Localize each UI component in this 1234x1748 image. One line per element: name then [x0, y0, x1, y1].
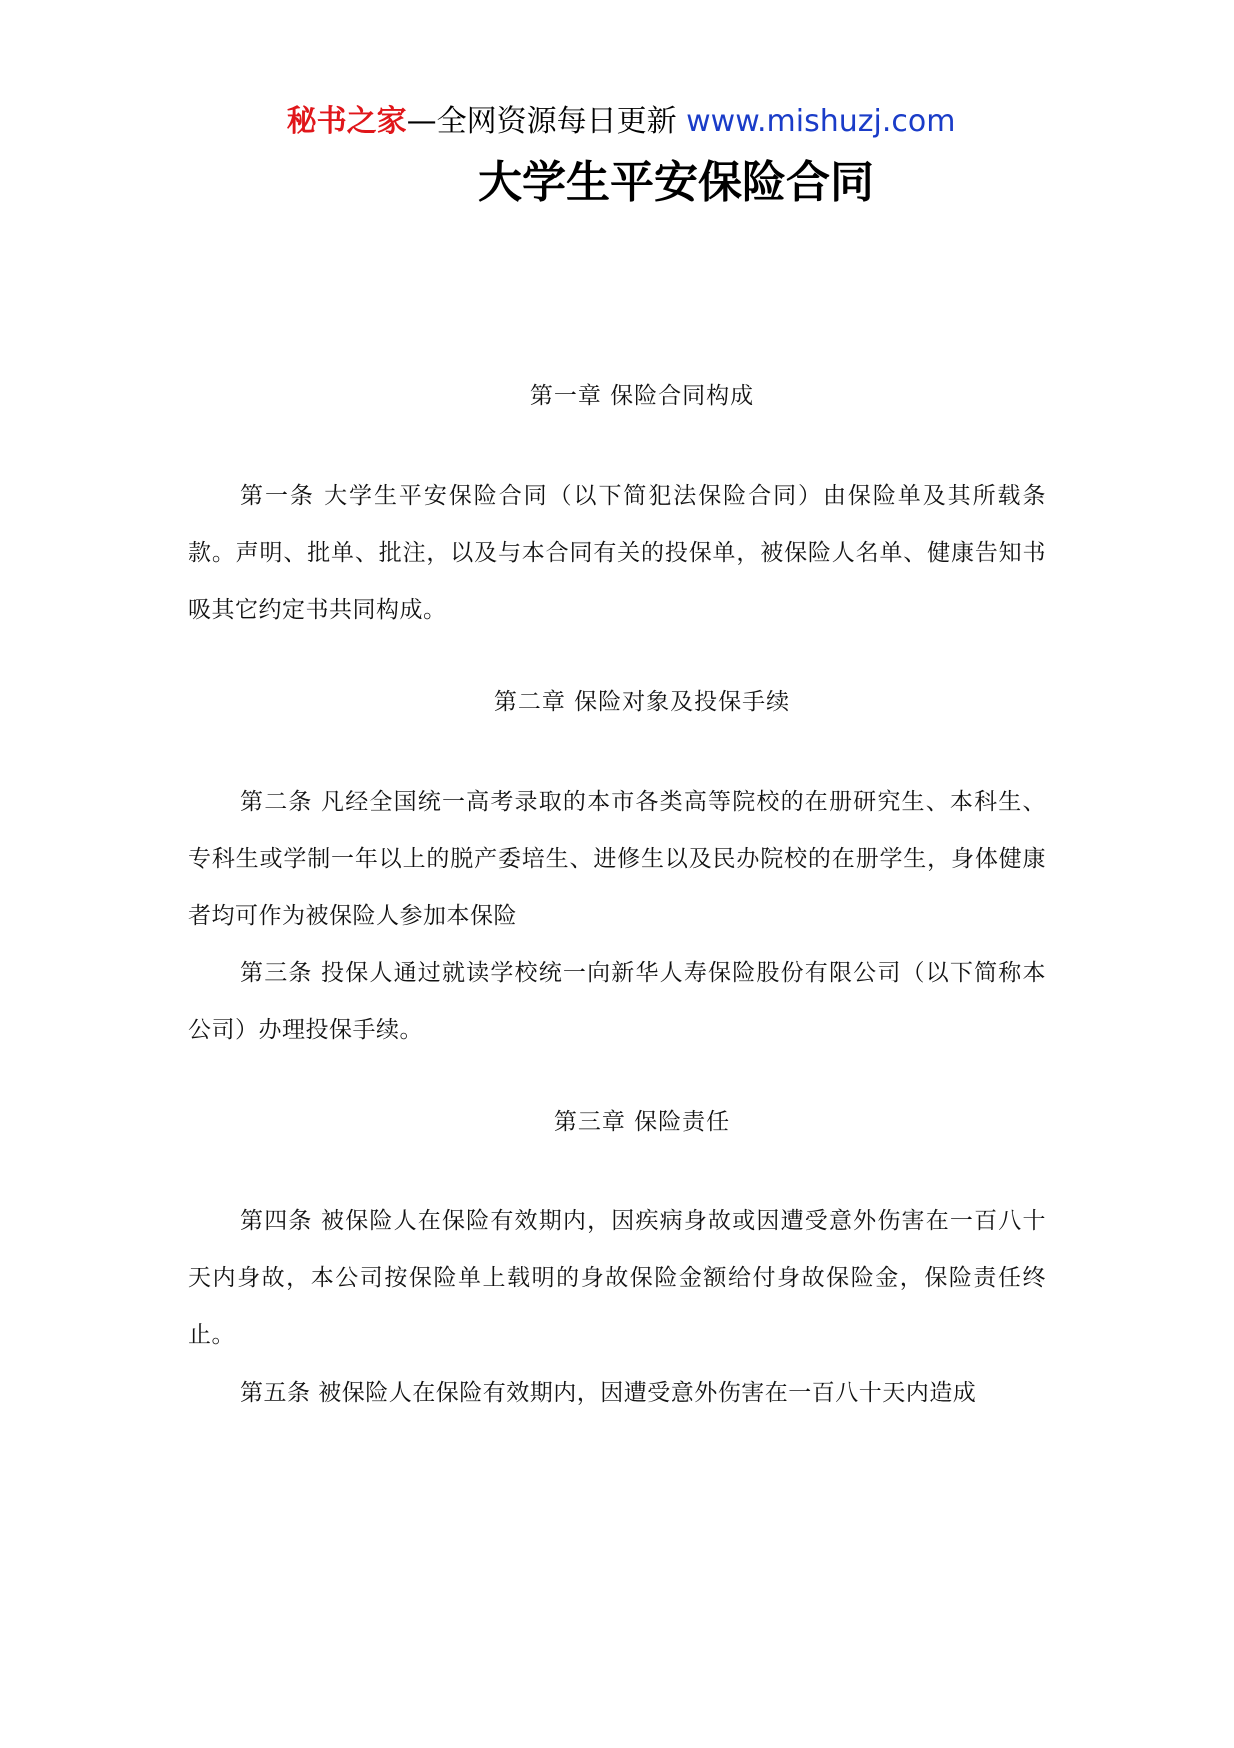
article-paragraph: 第二条 凡经全国统一高考录取的本市各类高等院校的在册研究生、本科生、专科生或学制一年以上的脱产委培生、进修生以及民办院校的在册学生，身体健康者均可作为被保险人参加本保险 — [188, 789, 1046, 929]
site-tagline: —全网资源每日更新 — [406, 104, 677, 139]
chapter-heading: 第一章 保险合同构成 — [529, 383, 755, 409]
site-url-link[interactable]: www.mishuzj.com — [686, 104, 956, 139]
brand-name: 秘书之家 — [286, 104, 407, 139]
article-paragraph: 第三条 投保人通过就读学校统一向新华人寿保险股份有限公司（以下简称本公司）办理投保手续。 — [188, 960, 1046, 1043]
article-paragraph: 第四条 被保险人在保险有效期内，因疾病身故或因遭受意外伤害在一百八十天内身故，本公司按保险单上载明的身故保险金额给付身故保险金，保险责任终止。 — [188, 1208, 1046, 1348]
document-title: 大学生平安保险合同 — [478, 157, 874, 208]
chapter-heading: 第二章 保险对象及投保手续 — [493, 689, 791, 715]
article-paragraph: 第一条 大学生平安保险合同（以下简犯法保险合同）由保险单及其所载条款。声明、批单、批注，以及与本合同有关的投保单，被保险人名单、健康告知书吸其它约定书共同构成。 — [188, 483, 1046, 623]
chapter-heading: 第三章 保险责任 — [553, 1109, 731, 1135]
site-header — [0, 102, 1234, 142]
article-paragraph: 第五条 被保险人在保险有效期内，因遭受意外伤害在一百八十天内造成 — [240, 1380, 977, 1406]
